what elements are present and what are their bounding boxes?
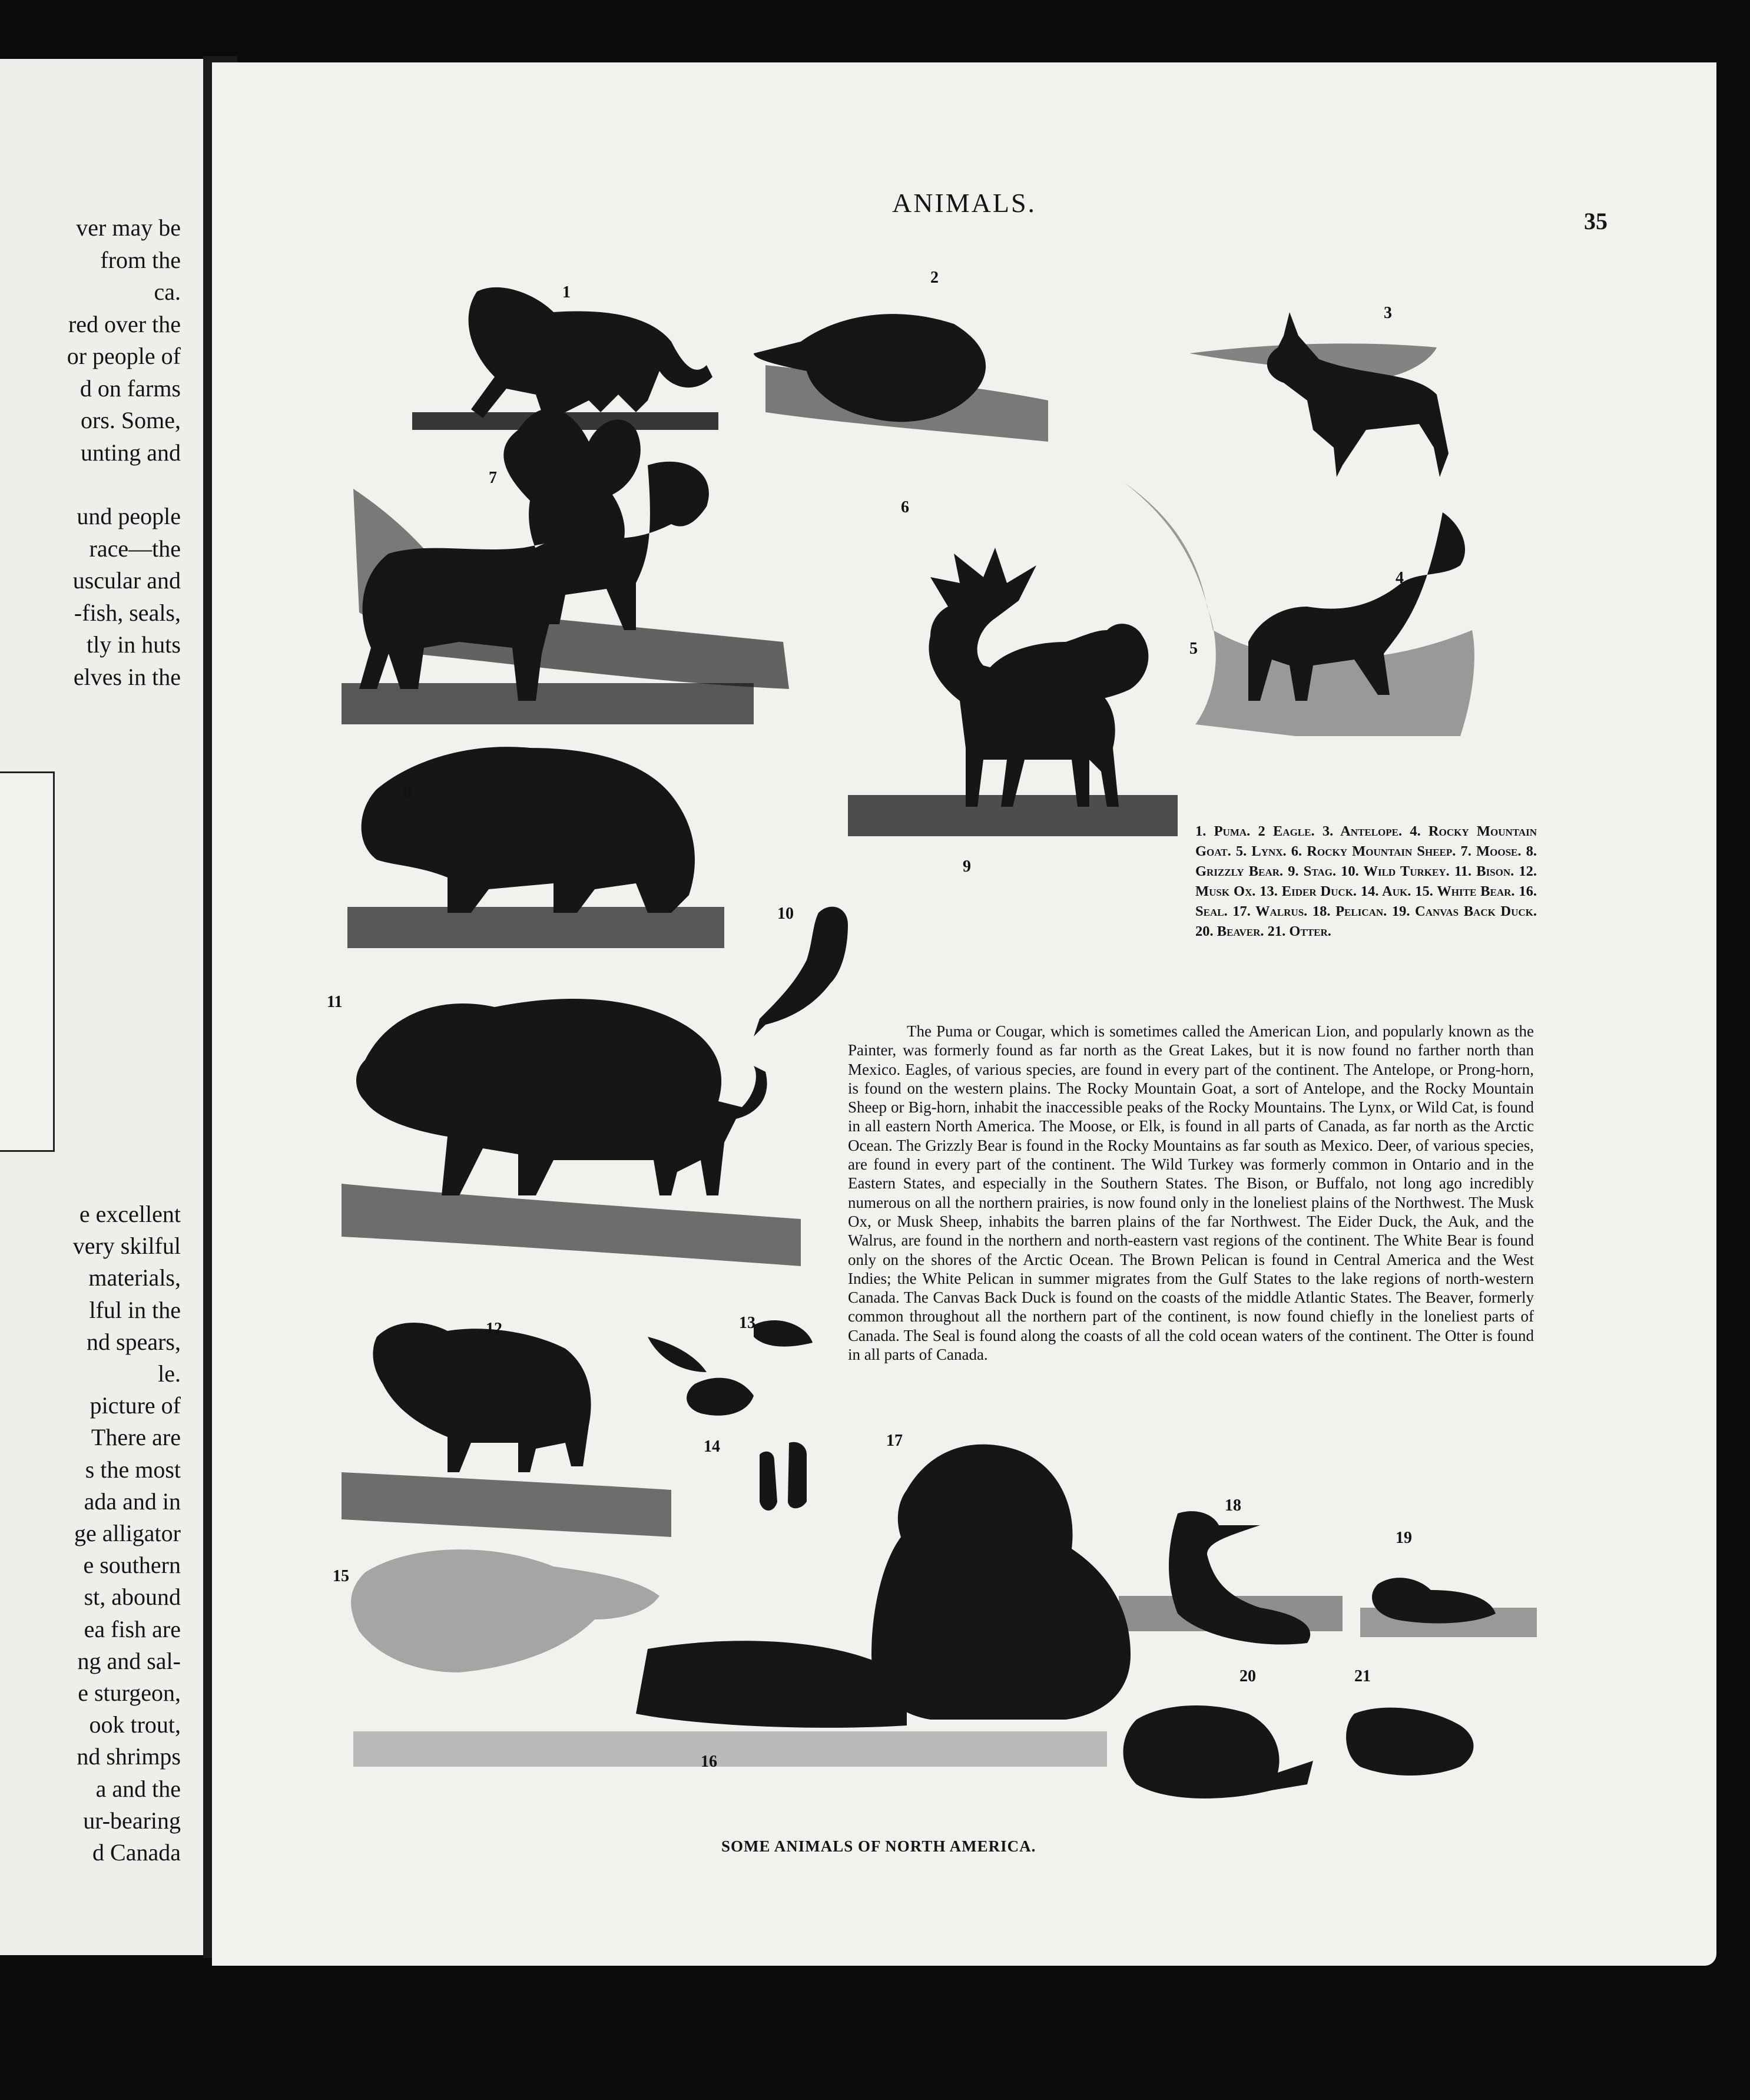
auk-figure <box>760 1442 807 1511</box>
puma-figure <box>412 287 718 430</box>
facing-page-line: very skilful <box>72 1233 181 1260</box>
walrus-figure <box>871 1445 1131 1720</box>
facing-page-line: s the most <box>85 1456 181 1483</box>
musk-ox-figure <box>342 1323 671 1537</box>
body-text: The Puma or Cougar, which is sometimes called the American Lion, and popularly known as the Painter, was formerly found as far north as the Great Lakes, but it is now found no farther north than Mexico. Eagles, of various species, are found in every part of the continent. The Antelope, or Prong-horn, is found on the western plains. The Rocky Mountain Goat, a sort of Antelope, and the Rocky Mountain Sheep or Big-horn, inhabit the inaccessible peaks of the Rocky Mountains. The Lynx, or Wild Cat, is found in all eastern North America. The Moose, or Elk, is found in all parts of Canada, as far north as the Arctic Ocean. The Grizzly Bear is found in the Rocky Mountains as far south as Mexico. Deer, of various species, are found in every part of the continent. The Wild Turkey was formerly common in Ontario and in the Eastern States, and especially in the Southern States. The Bison, or Buffalo, not long ago incredibly numerous on all the northern prairies, is now found only in the loneliest plains of the Northwest. The Musk Ox, or Musk Sheep, inhabits the barren plains of the far Northwest. The Eider Duck, the Auk, and the Walrus, are found in the northern and north-eastern vast regions of the continent. The White Bear is found only on the shores of the Arctic Ocean. The Brown Pelican is found in Central America and the West Indies; the White Pelican in summer migrates from the Gulf States to the lake regions of north-western Canada. The Canvas Back Duck is found on the coasts of the middle Atlantic States. The Beaver, formerly common throughout all the northern part of the continent, is now found chiefly in the loneliest parts of Canada. The Seal is found along the coasts of all the cold ocean waters of the continent. The Otter is found in all parts of Canada. <box>848 1022 1534 1364</box>
facing-page-line: race—the <box>89 535 181 562</box>
facing-page-line: nd spears, <box>87 1328 181 1355</box>
canvas-back-duck-figure <box>1360 1578 1537 1637</box>
facing-page-line: ada and in <box>84 1488 181 1515</box>
figure-number: 7 <box>489 469 497 487</box>
facing-page-line: lful in the <box>89 1296 181 1323</box>
figure-number: 6 <box>901 498 909 516</box>
facing-page-line: tly in huts <box>86 631 181 658</box>
figure-number: 12 <box>486 1320 502 1338</box>
figure-legend: 1. Puma. 2 Eagle. 3. Antelope. 4. Rocky Mountain Goat. 5. Lynx. 6. Rocky Mountain Sheep. 7. Moose. 8. Grizzly Bear. 9. Stag. 10. Wild Turkey. 11. Bison. 12. Musk Ox. 13. Eider Duck. 14. Auk. 15. White Bear. 16. Seal. 17. Walrus. 18. Pelican. 19. Canvas Back Duck. 20. Beaver. 21. Otter. <box>1195 823 1537 939</box>
rocky-mountain-goat-figure <box>1125 483 1474 736</box>
facing-page-line: d Canada <box>92 1839 181 1866</box>
seal-figure <box>353 1731 1107 1767</box>
facing-page-line: und people <box>77 503 181 529</box>
figure-number: 10 <box>777 905 794 923</box>
figure-number: 14 <box>704 1437 720 1456</box>
grizzly-bear-figure <box>347 747 724 948</box>
figure-number: 4 <box>1396 569 1404 587</box>
facing-page-line: d on farms <box>79 375 181 402</box>
figure-number: 1 <box>562 283 571 302</box>
figure-number: 18 <box>1225 1496 1241 1515</box>
antelope-figure <box>1189 312 1449 477</box>
figure-number: 11 <box>327 993 343 1011</box>
facing-page-line: or people of <box>67 343 181 369</box>
facing-page-line: e sturgeon, <box>78 1680 181 1707</box>
figure-number: 19 <box>1396 1529 1412 1547</box>
facing-page <box>0 59 203 1955</box>
figure-number: 5 <box>1189 640 1198 658</box>
white-bear-figure <box>351 1549 907 1728</box>
facing-page-line: unting and <box>81 439 181 466</box>
figure-number: 3 <box>1384 304 1392 322</box>
facing-page-line: a and the <box>95 1775 181 1802</box>
figure-number: 2 <box>930 269 939 287</box>
facing-page-line: ca. <box>154 279 181 305</box>
facing-page-line: ge alligator <box>74 1520 181 1547</box>
eider-duck-figure <box>648 1320 813 1416</box>
facing-page-line: ors. Some, <box>81 407 181 433</box>
beaver-figure <box>1123 1705 1314 1798</box>
facing-page-line: elves in the <box>73 663 181 690</box>
facing-page-line: ur-bearing <box>83 1807 181 1834</box>
figure-number: 17 <box>886 1432 903 1450</box>
figure-number: 8 <box>403 784 412 802</box>
figure-number: 9 <box>963 857 971 876</box>
facing-page-text-bottom <box>0 1198 181 1869</box>
facing-page-line: uscular and <box>72 567 181 594</box>
figure-number: 15 <box>333 1567 349 1585</box>
running-head: ANIMALS. <box>892 188 1037 218</box>
facing-page-line: e excellent <box>79 1201 181 1227</box>
bison-figure <box>342 999 801 1266</box>
figure-number: 13 <box>739 1314 755 1332</box>
facing-page-line: -fish, seals, <box>74 599 181 626</box>
facing-page-line: materials, <box>88 1264 181 1291</box>
facing-page-line: nd shrimps <box>77 1743 181 1770</box>
facing-page-line: picture of <box>90 1392 181 1419</box>
facing-page-line <box>0 469 181 501</box>
eagle-figure <box>754 314 1048 442</box>
facing-page-line: ng and sal- <box>77 1647 181 1674</box>
facing-page-line: e southern <box>83 1552 181 1579</box>
stag-figure <box>848 548 1178 836</box>
otter-figure <box>1346 1708 1473 1776</box>
facing-page-line: st, abound <box>84 1584 181 1611</box>
figure-number: 21 <box>1354 1667 1371 1685</box>
facing-page-line: from the <box>100 246 181 273</box>
facing-page-line: red over the <box>68 310 181 337</box>
facing-page-line: le. <box>158 1360 181 1387</box>
facing-page-line: ook trout, <box>89 1711 181 1738</box>
facing-page-illustration <box>0 771 55 1152</box>
figure-caption: SOME ANIMALS OF NORTH AMERICA. <box>721 1837 1036 1855</box>
figure-number: 20 <box>1239 1667 1256 1685</box>
facing-page-text-top <box>0 212 181 693</box>
facing-page-line: ver may be <box>76 214 181 241</box>
facing-page-line: There are <box>91 1424 181 1451</box>
page-number: 35 <box>1584 208 1608 234</box>
facing-page-line: ea fish are <box>84 1615 181 1642</box>
wild-turkey-figure <box>754 907 848 1036</box>
pelican-figure <box>1119 1511 1343 1644</box>
figure-number: 16 <box>701 1753 717 1771</box>
